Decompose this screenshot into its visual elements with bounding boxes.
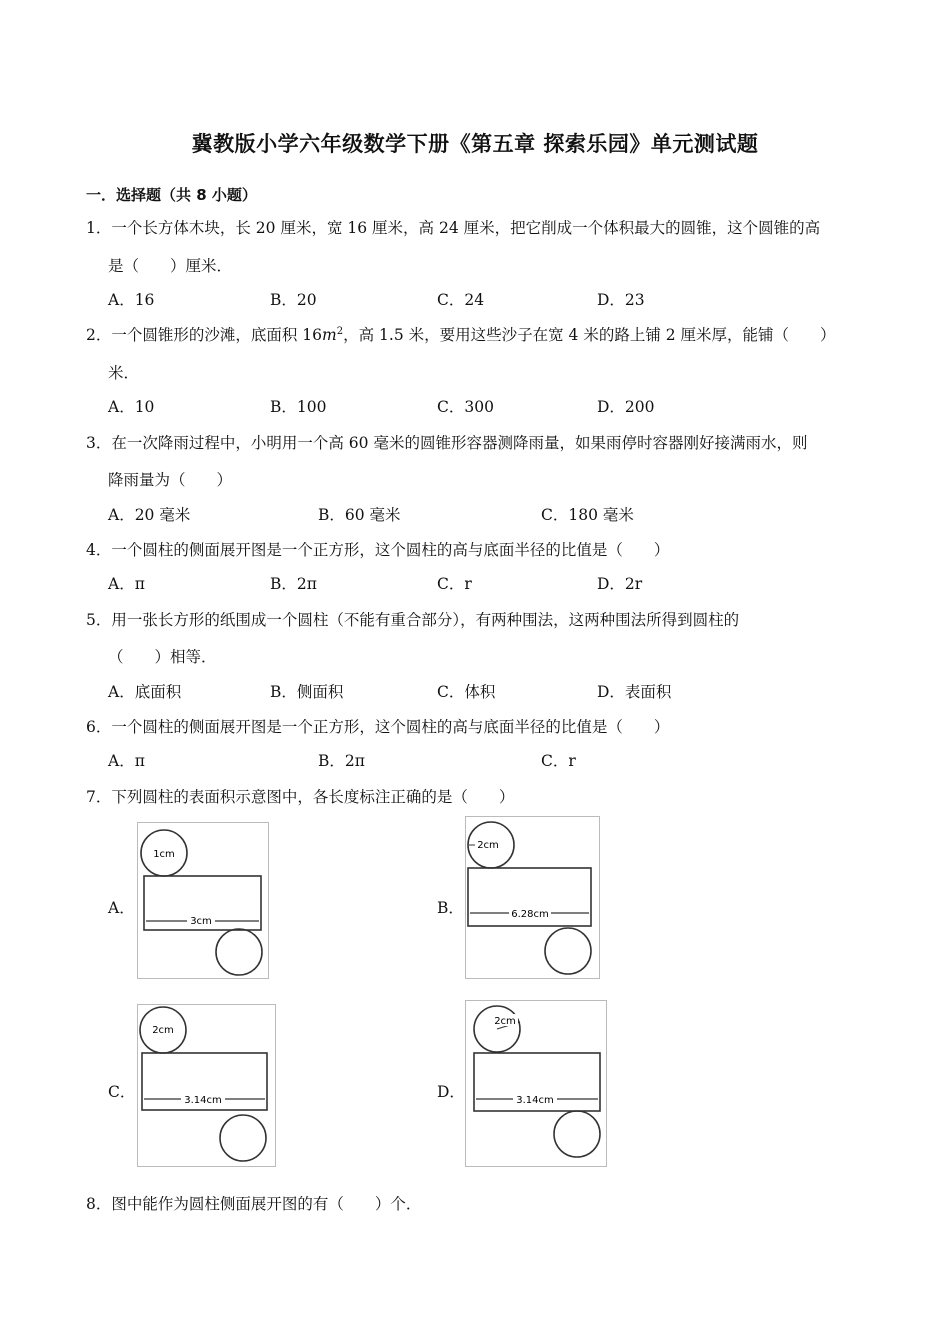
- section-heading: 一．选择题（共 8 小题）: [86, 186, 257, 204]
- question-number: 4．: [86, 541, 112, 559]
- question-text: 一个圆柱的侧面展开图是一个正方形，这个圆柱的高与底面半径的比值是（ ）: [111, 541, 670, 559]
- question-number: 5．: [86, 611, 112, 629]
- question-number: 6．: [86, 718, 112, 736]
- circle-label: 2cm: [477, 840, 499, 851]
- q1-option-d: D．23: [597, 291, 645, 309]
- question-5-line2: （ ）相等．: [108, 648, 217, 666]
- figure-c-cylinder-net: [137, 1004, 276, 1167]
- q3-option-b: B．60 毫米: [318, 506, 401, 524]
- question-number: 3．: [86, 434, 112, 452]
- question-number: 8．: [86, 1195, 112, 1213]
- question-7: [86, 785, 514, 807]
- figure-a-cylinder-net: [137, 822, 269, 979]
- question-number: 7．: [86, 788, 112, 806]
- q6-option-c: C．r: [541, 752, 576, 770]
- question-text: 一个长方体木块，长 20 厘米，宽 16 厘米，高 24 厘米，把它削成一个体积最大的圆锥，这个圆锥的高: [111, 219, 821, 237]
- question-3-line2: 降雨量为（ ）: [108, 471, 233, 489]
- question-text-a: 一个圆锥形的沙滩，底面积 16: [111, 326, 323, 344]
- q1-option-b: B．20: [270, 291, 317, 309]
- q4-option-d: D．2r: [597, 575, 643, 593]
- q5-option-a: A．底面积: [108, 683, 182, 701]
- question-number: 2．: [86, 326, 112, 344]
- rect-label: 6.28cm: [511, 909, 549, 920]
- q5-option-b: B．侧面积: [270, 683, 344, 701]
- q6-option-b: B．2π: [318, 752, 365, 770]
- question-text: 下列圆柱的表面积示意图中，各长度标注正确的是（ ）: [111, 788, 515, 806]
- q2-option-d: D．200: [597, 398, 655, 416]
- question-1: [86, 216, 820, 238]
- circle-label: 1cm: [153, 849, 175, 860]
- question-text: 图中能作为圆柱侧面展开图的有（ ）个．: [111, 1195, 422, 1213]
- question-text-b: ，高 1.5 米，要用这些沙子在宽 4 米的路上铺 2 厘米厚，能铺（ ）: [343, 326, 836, 344]
- q7-option-c: C．: [108, 1083, 136, 1101]
- q1-option-c: C．24: [437, 291, 485, 309]
- q3-option-c: C．180 毫米: [541, 506, 634, 524]
- question-2-line2: 米．: [108, 364, 140, 382]
- rect-label: 3.14cm: [184, 1095, 222, 1106]
- q7-option-a: A．: [108, 899, 135, 917]
- question-text: 用一张长方形的纸围成一个圆柱（不能有重合部分），有两种围法，这两种围法所得到圆柱的: [111, 611, 740, 629]
- q5-option-d: D．表面积: [597, 683, 672, 701]
- q2-option-c: C．300: [437, 398, 494, 416]
- q7-option-d: D．: [437, 1083, 465, 1101]
- rect-label: 3cm: [190, 916, 212, 927]
- figure-d-cylinder-net: [465, 1000, 607, 1167]
- figure-b-cylinder-net: [465, 816, 600, 979]
- question-1-line2: 是（ ）厘米．: [108, 257, 233, 275]
- q2-option-a: A．10: [108, 398, 155, 416]
- q6-option-a: A．π: [108, 752, 145, 770]
- question-5: [86, 608, 739, 630]
- question-4: [86, 538, 669, 560]
- q2-option-b: B．100: [270, 398, 327, 416]
- q7-option-b: B．: [437, 899, 464, 917]
- question-8: [86, 1192, 421, 1214]
- question-number: 1．: [86, 219, 112, 237]
- question-text: 在一次降雨过程中，小明用一个高 60 毫米的圆锥形容器测降雨量，如果雨停时容器刚好接满雨水，则: [111, 434, 808, 452]
- rect-label: 3.14cm: [516, 1095, 554, 1106]
- page-title: 冀教版小学六年级数学下册《第五章 探索乐园》单元测试题: [191, 132, 759, 156]
- q4-option-a: A．π: [108, 575, 145, 593]
- q4-option-c: C．r: [437, 575, 472, 593]
- q5-option-c: C．体积: [437, 683, 496, 701]
- q4-option-b: B．2π: [270, 575, 317, 593]
- circle-label: 2cm: [494, 1016, 516, 1027]
- q1-option-a: A．16: [108, 291, 155, 309]
- question-3: [86, 431, 807, 453]
- unit-m: m: [322, 326, 337, 344]
- question-2: [86, 323, 836, 345]
- circle-label: 2cm: [152, 1025, 174, 1036]
- q3-option-a: A．20 毫米: [108, 506, 191, 524]
- unit-exponent: 2: [336, 325, 344, 337]
- question-6: [86, 715, 669, 737]
- question-text: 一个圆柱的侧面展开图是一个正方形，这个圆柱的高与底面半径的比值是（ ）: [111, 718, 670, 736]
